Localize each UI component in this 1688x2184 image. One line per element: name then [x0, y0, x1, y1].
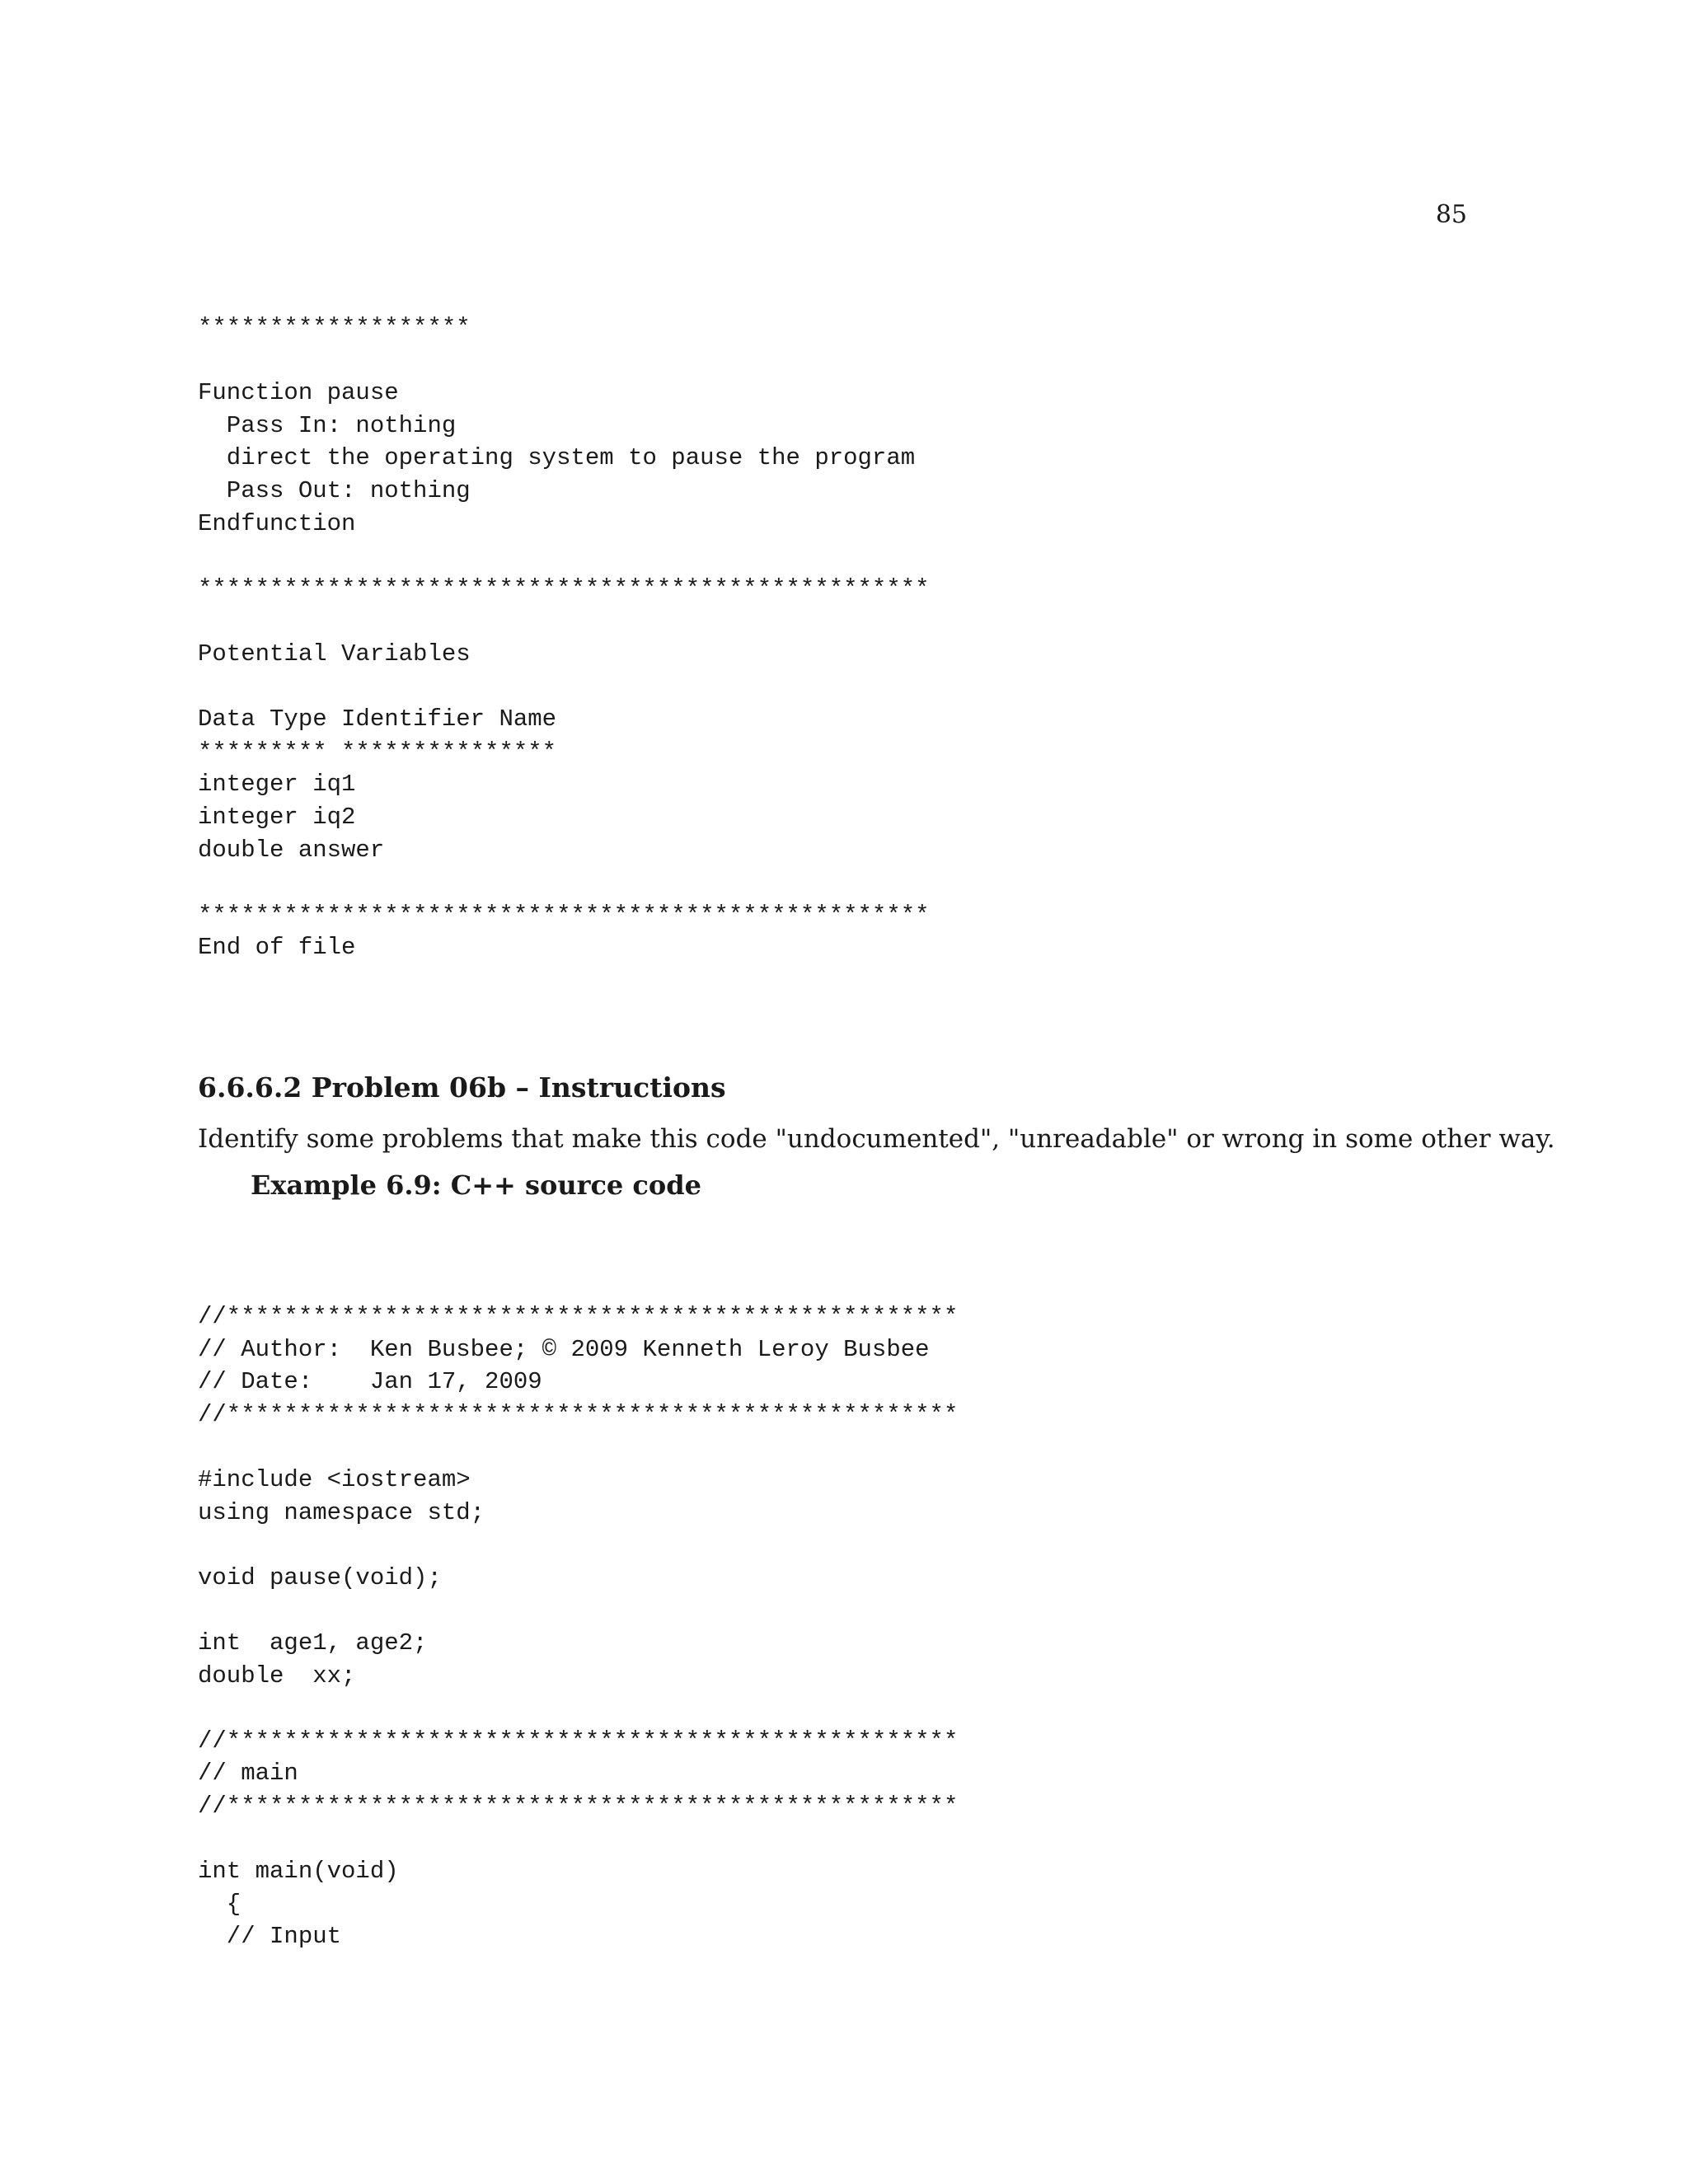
pseudocode-line: End of file: [198, 934, 356, 962]
source-code-line: [198, 1431, 958, 1464]
source-code-line: //***************************************************: [198, 1400, 959, 1428]
pseudocode-line: [198, 671, 930, 704]
source-code-line: int age1, age2;: [198, 1629, 428, 1657]
pseudocode-line: double answer: [198, 836, 385, 864]
pseudocode-line: [198, 540, 930, 573]
pseudocode-line: Function pause: [198, 379, 399, 407]
source-code-line: // main: [198, 1760, 298, 1788]
source-code-line: [198, 1594, 958, 1627]
source-code-line: #include <iostream>: [198, 1465, 471, 1493]
pseudocode-line: ********* ***************: [198, 738, 557, 766]
pseudocode-line: [198, 605, 930, 638]
page-number: 85: [1435, 200, 1467, 229]
pseudocode-line: Data Type Identifier Name: [198, 705, 557, 733]
pseudocode-line: integer iq1: [198, 771, 356, 799]
source-code-line: // Author: Ken Busbee; © 2009 Kenneth Leroy Busbee: [198, 1335, 930, 1363]
source-code-block: [198, 1301, 958, 1953]
pseudocode-line: Endfunction: [198, 509, 356, 537]
pseudocode-line: *******************: [198, 314, 471, 341]
source-code-line: [198, 1823, 958, 1856]
source-code-line: //***************************************************: [198, 1303, 959, 1330]
pseudocode-line: [198, 344, 930, 377]
source-code-line: {: [198, 1890, 241, 1918]
pseudocode-line: direct the operating system to pause the program: [198, 444, 916, 472]
section-heading: 6.6.6.2 Problem 06b – Instructions: [198, 1071, 726, 1104]
pseudocode-line: ***************************************************: [198, 901, 930, 929]
source-code-line: // Date: Jan 17, 2009: [198, 1368, 542, 1396]
instructions-paragraph: Identify some problems that make this code "undocumented", "unreadable" or wrong in some other way.: [198, 1124, 1555, 1154]
source-code-line: using namespace std;: [198, 1498, 485, 1526]
example-caption: Example 6.9: C++ source code: [251, 1169, 701, 1201]
pseudocode-line: [198, 866, 930, 899]
source-code-line: [198, 1529, 958, 1562]
source-code-line: //***************************************************: [198, 1727, 959, 1755]
source-code-line: double xx;: [198, 1661, 356, 1690]
source-code-line: int main(void): [198, 1858, 399, 1886]
source-code-line: //***************************************************: [198, 1792, 959, 1820]
pseudocode-line: integer iq2: [198, 803, 356, 831]
pseudocode-block: [198, 312, 930, 964]
pseudocode-line: Pass Out: nothing: [198, 476, 471, 504]
pseudocode-line: Pass In: nothing: [198, 411, 457, 439]
source-code-line: [198, 1692, 958, 1725]
pseudocode-line: ***************************************************: [198, 574, 930, 602]
source-code-line: // Input: [198, 1923, 342, 1951]
pseudocode-line: Potential Variables: [198, 640, 471, 668]
source-code-line: void pause(void);: [198, 1563, 442, 1591]
